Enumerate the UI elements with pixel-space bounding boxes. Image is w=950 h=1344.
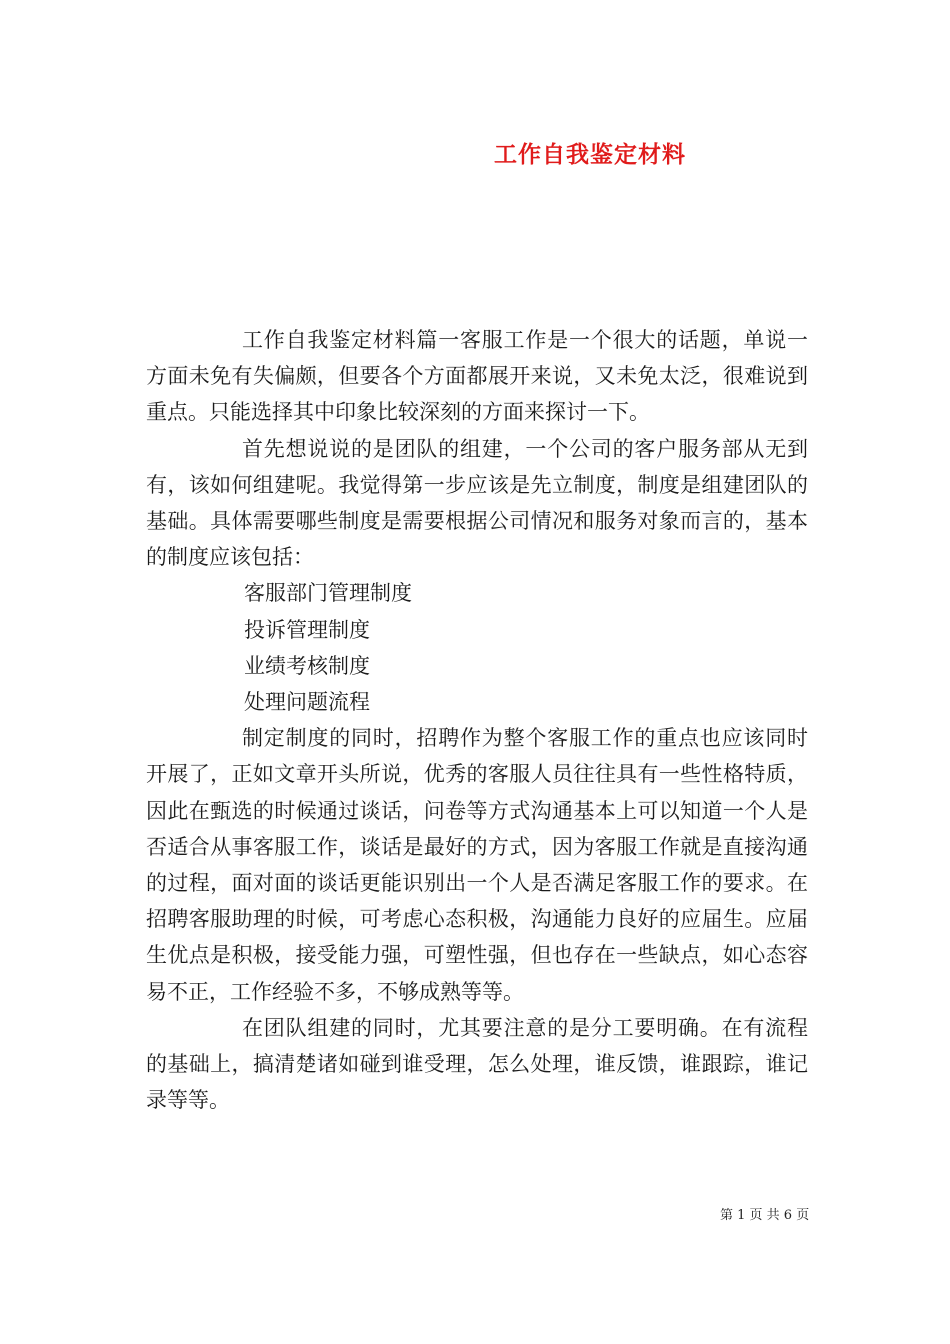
list-item: 处理问题流程 xyxy=(244,690,370,715)
page-footer: 第 1 页 共 6 页 xyxy=(720,1208,810,1223)
paragraph-4: 在团队组建的同时，尤其要注意的是分工要明确。在有流程的基础上，搞清楚诸如碰到谁受理，怎么处理，谁反馈，谁跟踪，谁记录等等。 xyxy=(146,1015,808,1113)
list-item: 投诉管理制度 xyxy=(244,617,370,642)
list-item: 客服部门管理制度 xyxy=(244,581,412,606)
paragraph-3: 制定制度的同时，招聘作为整个客服工作的重点也应该同时开展了，正如文章开头所说，优秀的客服人员往往具有一些性格特质，因此在甄选的时候通过谈话，问卷等方式沟通基本上可以知道一个人是否适合从事客服工作，谈话是最好的方式，因为客服工作就是直接沟通的过程，面对面的谈话更能识别出一个人是否满足客服工作的要求。在招聘客服助理的时候，可考虑心态积极，沟通能力良好的应届生。应届生优点是积极，接受能力强，可塑性强，但也存在一些缺点，如心态容易不正，工作经验不多，不够成熟等等。 xyxy=(146,726,808,1004)
paragraph-1: 工作自我鉴定材料篇一客服工作是一个很大的话题，单说一方面未免有失偏颇，但要各个方面都展开来说，又未免太泛，很难说到重点。只能选择其中印象比较深刻的方面来探讨一下。 xyxy=(146,328,808,425)
document-body xyxy=(146,322,808,1118)
paragraph-2: 首先想说说的是团队的组建，一个公司的客户服务部从无到有，该如何组建呢。我觉得第一步应该是先立制度，制度是组建团队的基础。具体需要哪些制度是需要根据公司情况和服务对象而言的，基本的制度应该包括： xyxy=(146,436,808,570)
list-item: 业绩考核制度 xyxy=(244,653,370,678)
document-title: 工作自我鉴定材料 xyxy=(494,141,686,168)
